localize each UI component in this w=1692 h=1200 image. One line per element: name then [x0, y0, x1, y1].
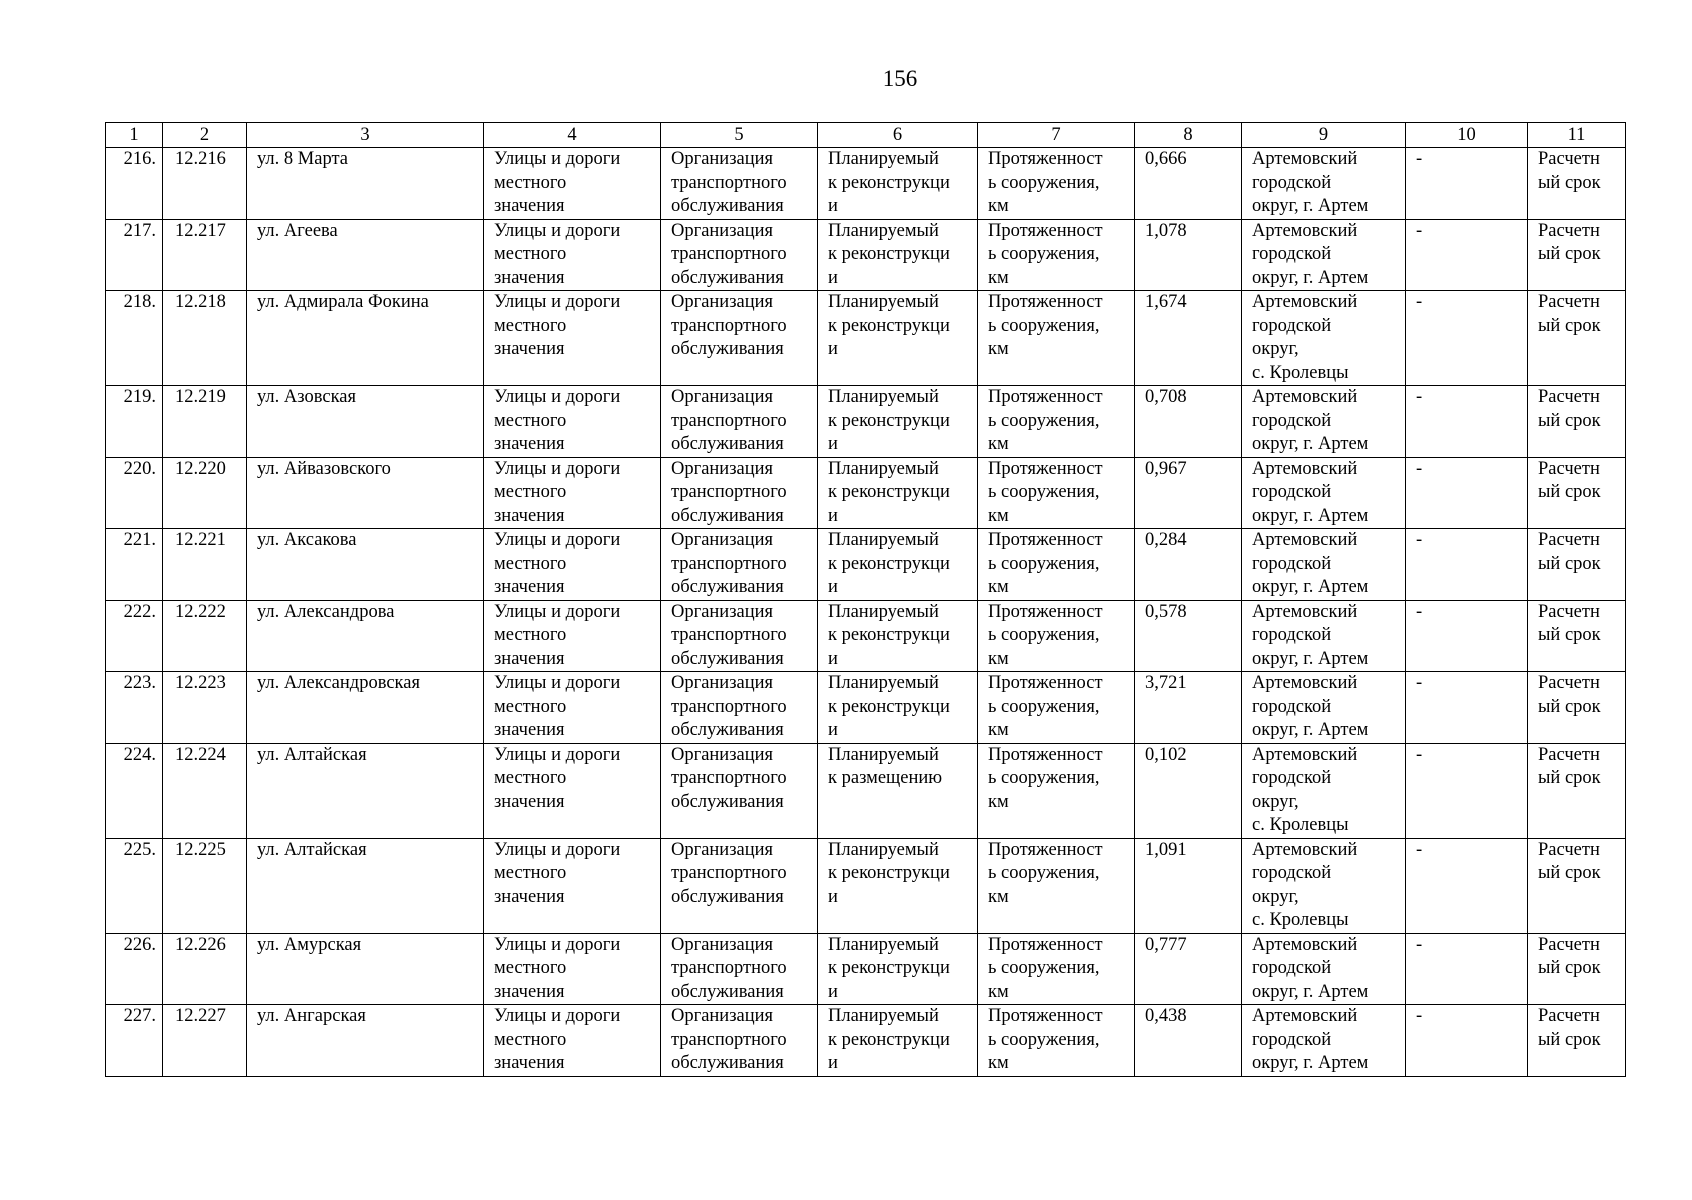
object-code: 12.226 [163, 933, 247, 1005]
characteristic-value: 0,102 [1135, 743, 1242, 838]
object-code: 12.216 [163, 148, 247, 220]
row-number: 218. [106, 291, 163, 386]
characteristic-name: Протяженност ь сооружения, км [978, 1005, 1135, 1077]
object-type: Улицы и дороги местного значения [484, 148, 661, 220]
protection-zone: - [1406, 457, 1528, 529]
column-header: 6 [818, 123, 978, 148]
characteristic-value: 0,708 [1135, 386, 1242, 458]
characteristic-name: Протяженност ь сооружения, км [978, 457, 1135, 529]
object-code: 12.227 [163, 1005, 247, 1077]
protection-zone: - [1406, 386, 1528, 458]
implementation-term: Расчетн ый срок [1528, 386, 1626, 458]
object-location: Артемовский городской округ, г. Артем [1242, 600, 1406, 672]
object-location: Артемовский городской округ, г. Артем [1242, 148, 1406, 220]
characteristic-name: Протяженност ь сооружения, км [978, 743, 1135, 838]
object-purpose: Организация транспортного обслуживания [661, 148, 818, 220]
table-row [106, 386, 1626, 458]
object-code: 12.220 [163, 457, 247, 529]
protection-zone: - [1406, 291, 1528, 386]
object-name: ул. Алтайская [247, 838, 484, 933]
implementation-term: Расчетн ый срок [1528, 933, 1626, 1005]
object-location: Артемовский городской округ, г. Артем [1242, 529, 1406, 601]
object-code: 12.223 [163, 672, 247, 744]
protection-zone: - [1406, 672, 1528, 744]
object-code: 12.219 [163, 386, 247, 458]
column-header: 5 [661, 123, 818, 148]
column-header: 8 [1135, 123, 1242, 148]
row-number: 217. [106, 219, 163, 291]
implementation-term: Расчетн ый срок [1528, 457, 1626, 529]
object-status: Планируемый к реконструкци и [818, 457, 978, 529]
object-type: Улицы и дороги местного значения [484, 838, 661, 933]
column-header: 3 [247, 123, 484, 148]
characteristic-name: Протяженност ь сооружения, км [978, 291, 1135, 386]
implementation-term: Расчетн ый срок [1528, 600, 1626, 672]
characteristic-value: 0,284 [1135, 529, 1242, 601]
object-status: Планируемый к реконструкци и [818, 148, 978, 220]
object-type: Улицы и дороги местного значения [484, 600, 661, 672]
object-location: Артемовский городской округ, г. Артем [1242, 386, 1406, 458]
implementation-term: Расчетн ый срок [1528, 219, 1626, 291]
characteristic-value: 1,078 [1135, 219, 1242, 291]
characteristic-name: Протяженност ь сооружения, км [978, 529, 1135, 601]
characteristic-name: Протяженност ь сооружения, км [978, 933, 1135, 1005]
implementation-term: Расчетн ый срок [1528, 291, 1626, 386]
object-type: Улицы и дороги местного значения [484, 933, 661, 1005]
characteristic-value: 3,721 [1135, 672, 1242, 744]
object-purpose: Организация транспортного обслуживания [661, 219, 818, 291]
row-number: 224. [106, 743, 163, 838]
object-type: Улицы и дороги местного значения [484, 743, 661, 838]
object-purpose: Организация транспортного обслуживания [661, 600, 818, 672]
column-header: 7 [978, 123, 1135, 148]
object-purpose: Организация транспортного обслуживания [661, 1005, 818, 1077]
implementation-term: Расчетн ый срок [1528, 743, 1626, 838]
characteristic-name: Протяженност ь сооружения, км [978, 838, 1135, 933]
object-status: Планируемый к реконструкци и [818, 933, 978, 1005]
table-row [106, 148, 1626, 220]
row-number: 219. [106, 386, 163, 458]
object-type: Улицы и дороги местного значения [484, 529, 661, 601]
object-purpose: Организация транспортного обслуживания [661, 386, 818, 458]
object-purpose: Организация транспортного обслуживания [661, 457, 818, 529]
characteristic-value: 1,674 [1135, 291, 1242, 386]
object-name: ул. Алтайская [247, 743, 484, 838]
object-code: 12.217 [163, 219, 247, 291]
protection-zone: - [1406, 219, 1528, 291]
characteristic-value: 0,666 [1135, 148, 1242, 220]
object-name: ул. Адмирала Фокина [247, 291, 484, 386]
object-status: Планируемый к реконструкци и [818, 291, 978, 386]
table-row [106, 529, 1626, 601]
object-purpose: Организация транспортного обслуживания [661, 529, 818, 601]
object-type: Улицы и дороги местного значения [484, 386, 661, 458]
row-number: 223. [106, 672, 163, 744]
object-purpose: Организация транспортного обслуживания [661, 291, 818, 386]
object-name: ул. Аксакова [247, 529, 484, 601]
characteristic-value: 0,967 [1135, 457, 1242, 529]
object-status: Планируемый к реконструкци и [818, 529, 978, 601]
object-code: 12.221 [163, 529, 247, 601]
object-purpose: Организация транспортного обслуживания [661, 672, 818, 744]
object-name: ул. Айвазовского [247, 457, 484, 529]
characteristic-value: 0,777 [1135, 933, 1242, 1005]
object-status: Планируемый к реконструкци и [818, 386, 978, 458]
characteristic-value: 1,091 [1135, 838, 1242, 933]
object-status: Планируемый к реконструкци и [818, 672, 978, 744]
object-status: Планируемый к реконструкци и [818, 219, 978, 291]
page-number: 156 [882, 66, 918, 91]
characteristic-name: Протяженност ь сооружения, км [978, 672, 1135, 744]
protection-zone: - [1406, 743, 1528, 838]
protection-zone: - [1406, 148, 1528, 220]
object-location: Артемовский городской округ, с. Кролевцы [1242, 291, 1406, 386]
row-number: 222. [106, 600, 163, 672]
implementation-term: Расчетн ый срок [1528, 672, 1626, 744]
object-code: 12.225 [163, 838, 247, 933]
object-name: ул. Александровская [247, 672, 484, 744]
implementation-term: Расчетн ый срок [1528, 838, 1626, 933]
column-number-row [106, 123, 1626, 148]
column-header: 10 [1406, 123, 1528, 148]
protection-zone: - [1406, 600, 1528, 672]
object-purpose: Организация транспортного обслуживания [661, 743, 818, 838]
table-row [106, 291, 1626, 386]
object-location: Артемовский городской округ, г. Артем [1242, 933, 1406, 1005]
object-type: Улицы и дороги местного значения [484, 219, 661, 291]
row-number: 226. [106, 933, 163, 1005]
object-name: ул. Александрова [247, 600, 484, 672]
object-status: Планируемый к реконструкци и [818, 838, 978, 933]
column-header: 11 [1528, 123, 1626, 148]
column-header: 1 [106, 123, 163, 148]
table-row [106, 219, 1626, 291]
table-row [106, 933, 1626, 1005]
table-row [106, 672, 1626, 744]
object-purpose: Организация транспортного обслуживания [661, 933, 818, 1005]
object-code: 12.222 [163, 600, 247, 672]
column-header: 4 [484, 123, 661, 148]
column-header: 2 [163, 123, 247, 148]
object-name: ул. Амурская [247, 933, 484, 1005]
object-name: ул. 8 Марта [247, 148, 484, 220]
object-code: 12.224 [163, 743, 247, 838]
table-row [106, 1005, 1626, 1077]
implementation-term: Расчетн ый срок [1528, 148, 1626, 220]
object-type: Улицы и дороги местного значения [484, 1005, 661, 1077]
object-name: ул. Ангарская [247, 1005, 484, 1077]
protection-zone: - [1406, 838, 1528, 933]
characteristic-name: Протяженност ь сооружения, км [978, 600, 1135, 672]
table-row [106, 457, 1626, 529]
characteristic-value: 0,578 [1135, 600, 1242, 672]
table-row [106, 600, 1626, 672]
implementation-term: Расчетн ый срок [1528, 1005, 1626, 1077]
object-purpose: Организация транспортного обслуживания [661, 838, 818, 933]
row-number: 227. [106, 1005, 163, 1077]
registry-table [105, 122, 1626, 1077]
characteristic-name: Протяженност ь сооружения, км [978, 148, 1135, 220]
object-status: Планируемый к реконструкци и [818, 600, 978, 672]
row-number: 216. [106, 148, 163, 220]
characteristic-value: 0,438 [1135, 1005, 1242, 1077]
object-type: Улицы и дороги местного значения [484, 672, 661, 744]
row-number: 220. [106, 457, 163, 529]
object-type: Улицы и дороги местного значения [484, 457, 661, 529]
object-code: 12.218 [163, 291, 247, 386]
implementation-term: Расчетн ый срок [1528, 529, 1626, 601]
object-location: Артемовский городской округ, г. Артем [1242, 219, 1406, 291]
protection-zone: - [1406, 933, 1528, 1005]
object-name: ул. Агеева [247, 219, 484, 291]
column-header: 9 [1242, 123, 1406, 148]
object-location: Артемовский городской округ, г. Артем [1242, 672, 1406, 744]
object-location: Артемовский городской округ, г. Артем [1242, 1005, 1406, 1077]
object-status: Планируемый к размещению [818, 743, 978, 838]
object-type: Улицы и дороги местного значения [484, 291, 661, 386]
protection-zone: - [1406, 1005, 1528, 1077]
characteristic-name: Протяженност ь сооружения, км [978, 386, 1135, 458]
row-number: 221. [106, 529, 163, 601]
object-status: Планируемый к реконструкци и [818, 1005, 978, 1077]
object-name: ул. Азовская [247, 386, 484, 458]
object-location: Артемовский городской округ, г. Артем [1242, 457, 1406, 529]
protection-zone: - [1406, 529, 1528, 601]
table-row [106, 743, 1626, 838]
object-location: Артемовский городской округ, с. Кролевцы [1242, 838, 1406, 933]
table-row [106, 838, 1626, 933]
characteristic-name: Протяженност ь сооружения, км [978, 219, 1135, 291]
row-number: 225. [106, 838, 163, 933]
object-location: Артемовский городской округ, с. Кролевцы [1242, 743, 1406, 838]
